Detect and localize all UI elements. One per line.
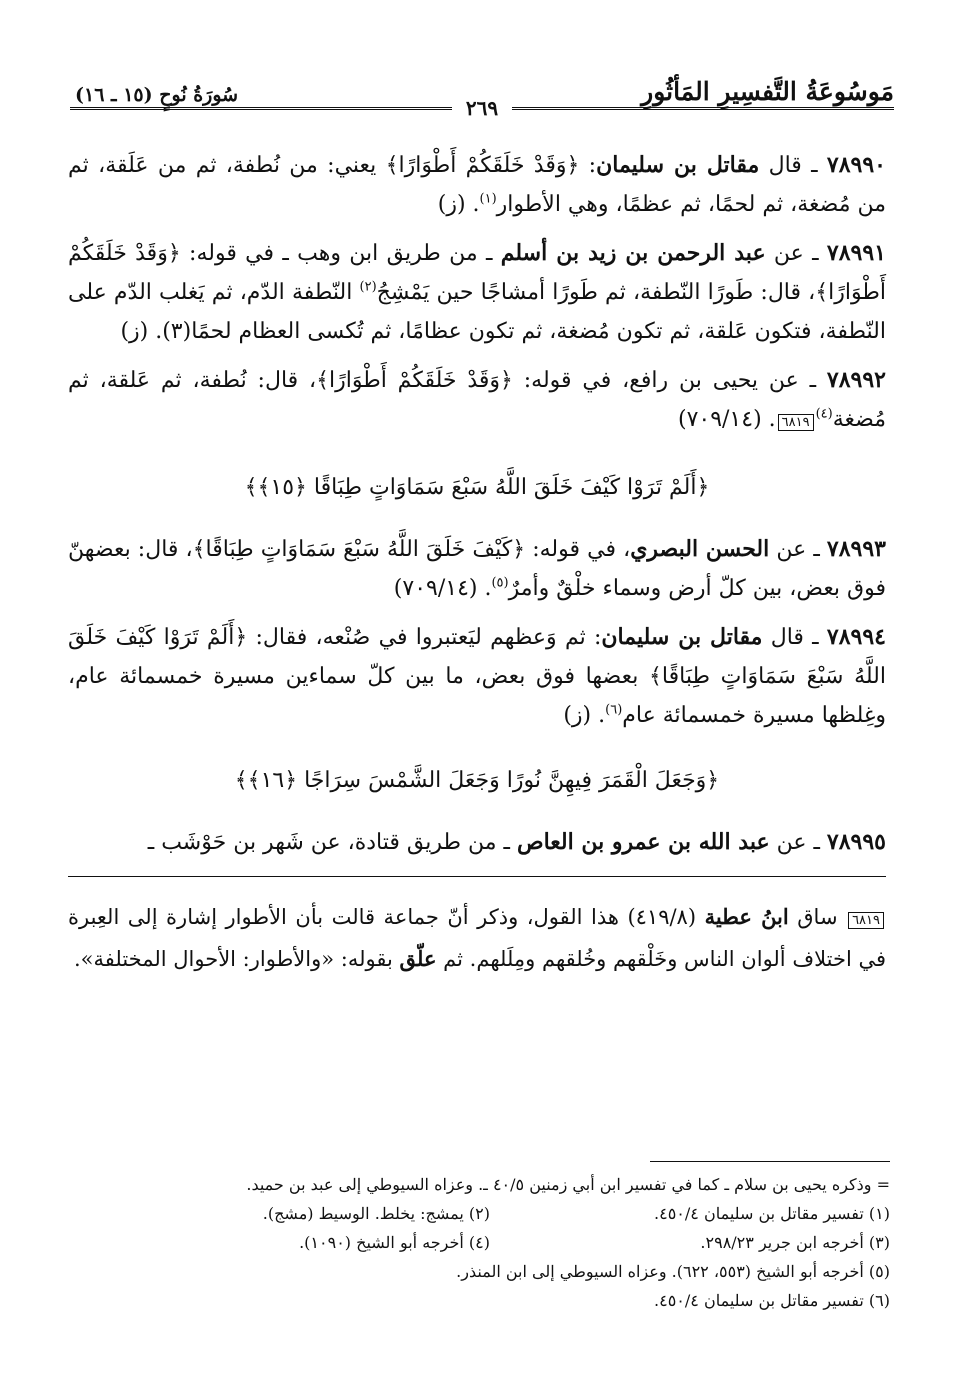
entry-tail: . (ز) bbox=[563, 703, 606, 728]
footnote-6: (٦) تفسير مقاتل بن سليمان ٤٥٠/٤. bbox=[654, 1291, 890, 1310]
editor-note-6819 bbox=[68, 898, 886, 978]
footnote-5: (٥) أخرجه أبو الشيخ (٥٥٣، ٦٢٢). وعزاه السيوطي إلى ابن المنذر. bbox=[456, 1262, 890, 1281]
entry-text: ـ من طريق قتادة، عن شَهر بن حَوْشَب ـ bbox=[147, 830, 517, 855]
entry-intro: ـ bbox=[798, 368, 827, 393]
footnote-row bbox=[90, 1228, 890, 1257]
footnote-2: (٢) يمشج: يخلط. الوسيط (مشج). bbox=[262, 1204, 490, 1223]
entry-number: ٧٨٩٩٥ bbox=[826, 829, 886, 855]
entry-number: ٧٨٩٩١ bbox=[826, 240, 886, 266]
narrator-name: الحسن البصري bbox=[630, 536, 770, 562]
narrator-name: عن يحيى بن رافع bbox=[629, 368, 799, 393]
note-tail: بقوله: «والأطوار: الأحوال المختلفة». bbox=[73, 947, 400, 971]
footnote-ref[interactable]: (٤) bbox=[815, 406, 833, 422]
entry-78993 bbox=[68, 530, 886, 608]
entry-text: ، في قوله: ﴿كَيْفَ خَلَقَ اللَّهُ سَبْعَ سَمَاوَاتٍ طِبَاقًا﴾، قال: بعضهنّ فوق بعض، بين كلّ أرض وسماء خلْقٌ وأمرٌ bbox=[68, 537, 886, 601]
entry-78992 bbox=[68, 361, 886, 442]
entry-tail: . (ز) bbox=[437, 192, 480, 217]
footnote-4: (٤) أخرجه أبو الشيخ (١٠٩٠). bbox=[299, 1233, 490, 1252]
entry-intro: ـ عن bbox=[769, 830, 827, 855]
entry-tail: . (٧٠٩/١٤) bbox=[677, 407, 776, 432]
entry-text: ، في قوله: ﴿وَقَدْ خَلَقَكُمْ أَطْوَارًا﴾، قال: نُطفة، ثم عَلقة، ثم مُضغة bbox=[68, 368, 886, 432]
footnote-1: (١) تفسير مقاتل بن سليمان ٤٥٠/٤. bbox=[654, 1204, 890, 1223]
entry-intro: ـ عن bbox=[765, 241, 827, 266]
narrator-name: عبد الرحمن بن زيد بن أسلم bbox=[500, 240, 766, 266]
note-separator bbox=[68, 876, 886, 877]
narrator-name: عبد الله بن عمرو بن العاص bbox=[517, 829, 770, 855]
note-ref-box[interactable]: ٦٨١٩ bbox=[778, 414, 814, 431]
entry-intro: ـ عن bbox=[769, 537, 827, 562]
verse-16-heading: ﴿وَجَعَلَ الْقَمَرَ فِيهِنَّ نُورًا وَجَعَلَ الشَّمْسَ سِرَاجًا ﴿١٦﴾﴾ bbox=[234, 768, 720, 793]
entry-number: ٧٨٩٩٢ bbox=[826, 367, 886, 393]
entry-tail: النّطفة الدّم، ثم يَغلب الدّم على النّطفة، فتكون عَلقة، ثم تكون مُضغة، ثم تكون عظامًا، ثم تُكسى العظام لحمًا(٣). (ز) bbox=[68, 280, 886, 344]
entry-number: ٧٨٩٩٣ bbox=[826, 536, 886, 562]
page-number: ٢٦٩ bbox=[465, 96, 499, 120]
footnote-rule bbox=[650, 1161, 890, 1162]
entry-78991 bbox=[68, 234, 886, 351]
book-title: مَوسُوعَةُ التَّفسِيرِ المَأثُورِ bbox=[641, 77, 894, 106]
entry-text: : ثم وَعظهم ليَعتبروا في صُنْعه، فقال: ﴿أَلَمْ تَرَوْا كَيْفَ خَلَقَ اللَّهُ سَبْعَ سَمَاوَاتٍ طِبَاقًا﴾ بعضها فوق بعض، ما بين كلّ سماءين مسيرة خمسمائة عام، وغِلظها مسيرة خمسمائة عام bbox=[68, 625, 887, 728]
footnote-ref[interactable]: (٦) bbox=[605, 702, 623, 718]
surah-title: سُورَةُ نُوحٍ (١٥ ـ ١٦) bbox=[75, 84, 239, 106]
narrator-name: مقاتل بن سليمان bbox=[596, 152, 760, 178]
main-text bbox=[68, 146, 886, 999]
footnote-ref[interactable]: (٥) bbox=[491, 575, 509, 591]
entry-number: ٧٨٩٩٠ bbox=[826, 152, 886, 178]
footnote-continuation: = وذكره يحيى بن سلام ـ كما في تفسير ابن أبي زمنين ٤٠/٥ ـ. وعزاه السيوطي إلى عبد بن حميد. bbox=[246, 1175, 890, 1194]
footnote-row bbox=[90, 1199, 890, 1228]
note-author: ابنُ عطية bbox=[704, 904, 789, 929]
entry-intro: ـ قال bbox=[759, 153, 827, 178]
note-number-box: ٦٨١٩ bbox=[848, 912, 884, 929]
entry-number: ٧٨٩٩٤ bbox=[826, 624, 886, 650]
entry-text: : ﴿وَقَدْ خَلَقَكُمْ أَطْوَارًا﴾ يعني: من نُطفة، ثم من عَلَقة، ثم من مُضغة، ثم لحمًا، ثم عظمًا، وهي الأطوار bbox=[68, 153, 886, 217]
note-text: (٤١٩/٨) هذا القول، وذكر أنّ جماعة قالت بأن الأطوار إشارة إلى العِبرة في اختلاف ألوان الناس وخَلْقهم وخُلقهم ومِلَلهم. ثم bbox=[68, 905, 886, 971]
entry-78995 bbox=[68, 823, 886, 862]
entry-intro: ـ قال bbox=[762, 625, 827, 650]
entry-text: ـ من طريق ابن وهب ـ في قوله: ﴿وَقَدْ خَلَقَكُمْ أَطْوَارًا﴾، قال: طَورًا النّطفة، ثم طَورًا أمشاجًا حين يَمْشِجُ bbox=[68, 241, 886, 305]
header-rule-right bbox=[512, 107, 894, 110]
entry-78990 bbox=[68, 146, 886, 224]
header-rule bbox=[70, 96, 894, 120]
footnote-3: (٣) أخرجه ابن جرير ٢٩٨/٢٣. bbox=[700, 1233, 890, 1252]
footnotes bbox=[90, 1161, 890, 1315]
entry-78994 bbox=[68, 618, 886, 735]
header-rule-left bbox=[70, 107, 452, 110]
entry-tail: . (٧٠٩/١٤) bbox=[393, 576, 492, 601]
note-verb: علّق bbox=[399, 946, 437, 971]
footnote-ref[interactable]: (٢) bbox=[359, 279, 377, 295]
narrator-name: مقاتل بن سليمان bbox=[601, 624, 763, 650]
verse-15-heading: ﴿أَلَمْ تَرَوْا كَيْفَ خَلَقَ اللَّهُ سَبْعَ سَمَاوَاتٍ طِبَاقًا ﴿١٥﴾﴾ bbox=[244, 475, 710, 500]
note-intro: ساق bbox=[788, 905, 847, 929]
footnote-ref[interactable]: (١) bbox=[479, 191, 497, 207]
